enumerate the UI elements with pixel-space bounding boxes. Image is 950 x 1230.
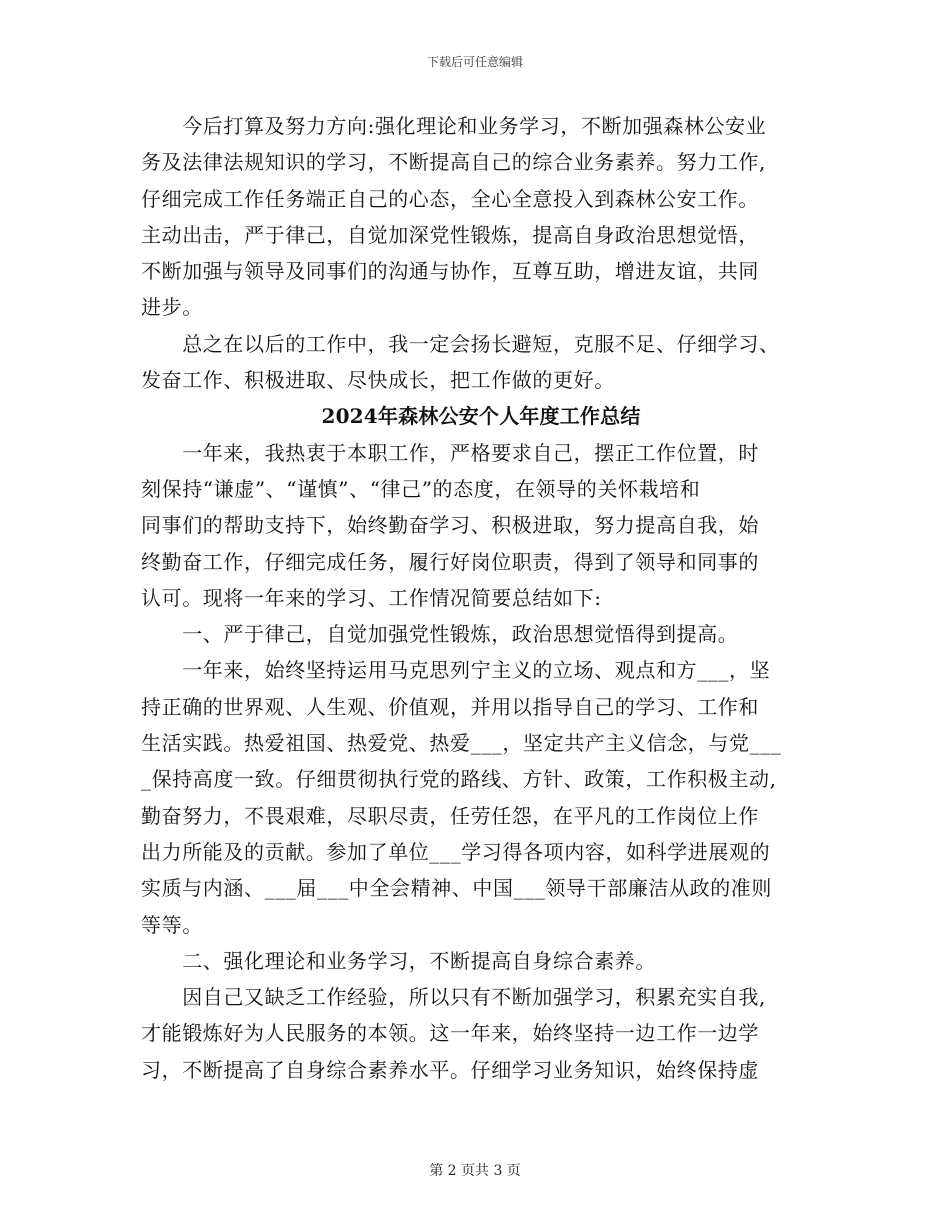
paragraph-line: 总之在以后的工作中，我一定会扬长避短，克服不足、仔细学习、 [141, 331, 780, 356]
paragraph-line: 才能锻炼好为人民服务的本领。这一年来，始终坚持一边工作一边学 [141, 1021, 759, 1046]
paragraph-line: 因自己又缺乏工作经验，所以只有不断加强学习，积累充实自我, [141, 985, 766, 1010]
section-title: 2024年森林公安个人年度工作总结 [321, 404, 641, 429]
paragraph-line: _保持高度一致。仔细贯彻执行党的路线、方针、政策，工作积极主动, [141, 767, 777, 792]
paragraph-line: 终勤奋工作，仔细完成任务，履行好岗位职责，得到了领导和同事的 [141, 549, 759, 574]
paragraph-line: 同事们的帮助支持下，始终勤奋学习、积极进取，努力提高自我，始 [141, 513, 759, 538]
paragraph-line: 仔细完成工作任务端正自己的心态，全心全意投入到森林公安工作。 [141, 186, 759, 211]
page-footer: 第 2 页共 3 页 [429, 1163, 521, 1179]
paragraph-line: 生活实践。热爱祖国、热爱党、热爱___，坚定共产主义信念，与党___ [141, 731, 782, 756]
paragraph-line: 等等。 [141, 912, 203, 937]
paragraph-line: 刻保持“谦虚”、“谨慎”、“律己”的态度，在领导的关怀栽培和 [141, 476, 701, 501]
paragraph-line: 认可。现将一年来的学习、工作情况简要总结如下: [141, 585, 602, 610]
paragraph-line: 习，不断提高了自身综合素养水平。仔细学习业务知识，始终保持虚 [141, 1057, 759, 1082]
paragraph-line: 进步。 [141, 295, 203, 320]
paragraph-line: 出力所能及的贡献。参加了单位___学习得各项内容，如科学进展观的 [141, 839, 771, 864]
paragraph-line: 一年来，始终坚持运用马克思列宁主义的立场、观点和方___，坚 [141, 658, 771, 683]
paragraph-line: 一年来，我热衷于本职工作，严格要求自己，摆正工作位置，时 [141, 440, 759, 465]
section-heading: 一、严于律己，自觉加强党性锻炼，政治思想觉悟得到提高。 [141, 622, 739, 647]
paragraph-line: 发奋工作、积极进取、尽快成长，把工作做的更好。 [141, 368, 615, 393]
paragraph-line: 务及法律法规知识的学习，不断提高自己的综合业务素养。努力工作, [141, 150, 766, 175]
paragraph-line: 今后打算及努力方向:强化理论和业务学习，不断加强森林公安业 [141, 114, 767, 138]
section-heading: 二、强化理论和业务学习，不断提高自身综合素养。 [141, 948, 656, 973]
paragraph-line: 不断加强与领导及同事们的沟通与协作，互尊互助，增进友谊，共同 [141, 259, 759, 284]
document-body [141, 108, 821, 1088]
paragraph-line: 主动出击，严于律己，自觉加深党性锻炼，提高自身政治思想觉悟， [141, 222, 759, 247]
paragraph-line: 勤奋努力，不畏艰难，尽职尽责，任劳任怨，在平凡的工作岗位上作 [141, 803, 759, 828]
page-header: 下载后可任意编辑 [426, 55, 523, 69]
paragraph-line: 实质与内涵、___届___中全会精神、中国___领导干部廉洁从政的准则 [141, 876, 772, 901]
paragraph-line: 持正确的世界观、人生观、价值观，并用以指导自己的学习、工作和 [141, 694, 759, 719]
